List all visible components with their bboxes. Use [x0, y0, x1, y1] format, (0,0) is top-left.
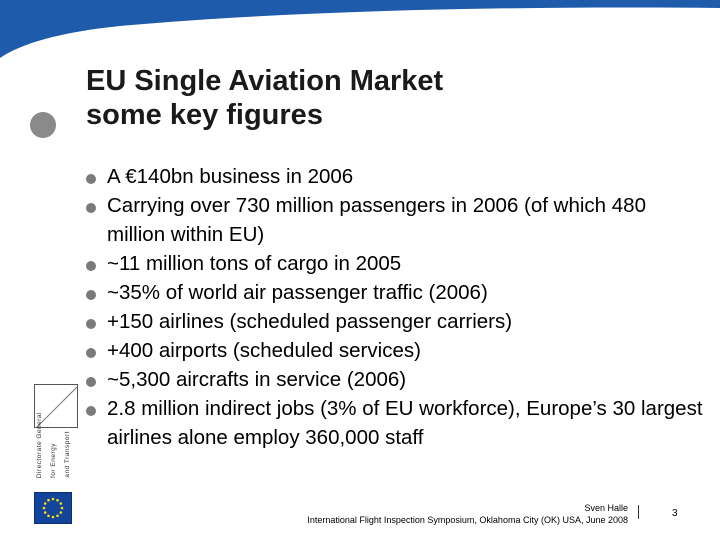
- list-item: 2.8 million indirect jobs (3% of EU workforce), Europe’s 30 largest airlines alone employ 360,000 staff: [84, 394, 704, 452]
- list-item: ~35% of world air passenger traffic (2006): [84, 278, 704, 307]
- title-line-1: EU Single Aviation Market: [86, 65, 444, 97]
- list-item: Carrying over 730 million passengers in 2006 (of which 480 million within EU): [84, 191, 704, 249]
- eu-flag-icon: [34, 492, 72, 524]
- bullet-icon: [86, 203, 96, 213]
- logo-text-2: for Energy: [50, 443, 57, 478]
- bullet-icon: [86, 377, 96, 387]
- bullet-icon: [86, 319, 96, 329]
- bullet-icon: [86, 174, 96, 184]
- title-line-2: some key figures: [86, 99, 323, 131]
- bullet-icon: [86, 348, 96, 358]
- header-band: [0, 0, 720, 62]
- dg-tren-logo: [34, 384, 78, 476]
- key-figures-list: [84, 162, 704, 452]
- bullet-icon: [86, 261, 96, 271]
- page-number: 3: [672, 508, 678, 519]
- list-item: ~5,300 aircrafts in service (2006): [84, 365, 704, 394]
- logo-text-3: and Transport: [64, 431, 71, 478]
- list-item: +400 airports (scheduled services): [84, 336, 704, 365]
- title-bullet-icon: [30, 112, 56, 138]
- bullet-icon: [86, 290, 96, 300]
- list-item: A €140bn business in 2006: [84, 162, 704, 191]
- list-item: ~11 million tons of cargo in 2005: [84, 249, 704, 278]
- footer-event: International Flight Inspection Symposium, Oklahoma City (OK) USA, June 2008: [307, 515, 628, 525]
- list-item: +150 airlines (scheduled passenger carriers): [84, 307, 704, 336]
- bullet-icon: [86, 406, 96, 416]
- logo-text-1: Directorate General: [36, 411, 43, 478]
- footer-divider: [638, 505, 639, 519]
- slide-title: [86, 64, 443, 132]
- footer-author: Sven Halle: [584, 503, 628, 513]
